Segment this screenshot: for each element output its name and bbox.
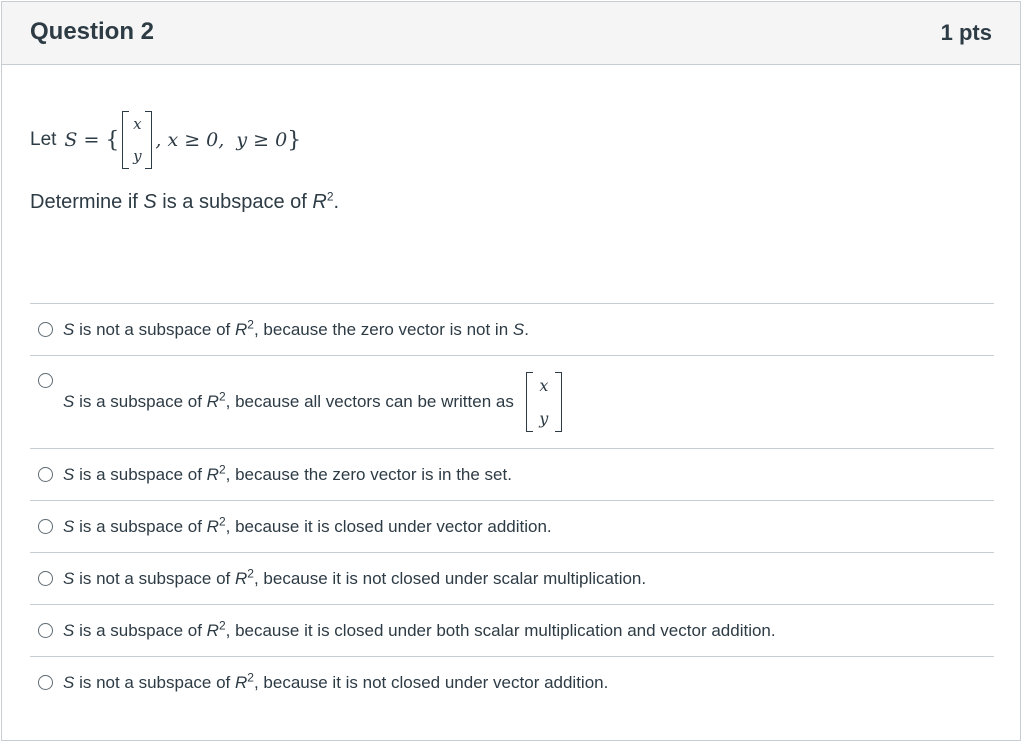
answer-pre: is not a subspace of	[74, 568, 235, 588]
prompt-pre: Determine if	[30, 191, 144, 213]
answer-var: S	[63, 392, 75, 411]
answer-space: R	[235, 319, 248, 339]
answer-post: , because the zero vector is in the set.	[225, 464, 512, 484]
prompt-mid: is a subspace of	[156, 191, 313, 213]
answer-label	[63, 513, 552, 537]
radio-button[interactable]	[38, 322, 53, 337]
column-vector	[122, 111, 152, 169]
answer-space: R	[206, 620, 219, 640]
let-label: Let	[30, 129, 57, 150]
answer-exponent: 2	[218, 513, 226, 528]
radio-button[interactable]	[38, 675, 53, 690]
answer-option-2[interactable]	[30, 355, 994, 448]
answer-post: , because the zero vector is not in	[253, 319, 513, 339]
answer-space: R	[235, 672, 248, 692]
answer-column-vector	[526, 372, 562, 432]
question-prompt	[30, 191, 339, 214]
radio-button[interactable]	[38, 519, 53, 534]
equals-sign: =	[83, 129, 100, 151]
answer-space: R	[206, 464, 219, 484]
answer-var: S	[63, 568, 75, 588]
question-card	[1, 1, 1021, 741]
prompt-space: R	[312, 191, 327, 213]
answer-end-var: S	[512, 319, 525, 339]
answer-pre: is not a subspace of	[74, 319, 235, 339]
radio-button[interactable]	[38, 373, 53, 388]
prompt-exponent: 2	[326, 189, 334, 204]
answer-label	[63, 565, 647, 589]
radio-button[interactable]	[38, 571, 53, 586]
answer-pre: is not a subspace of	[74, 672, 235, 692]
answer-exponent: 2	[218, 617, 226, 632]
answer-list	[30, 303, 994, 708]
answer-pre: is a subspace of	[74, 620, 207, 640]
question-title: Question 2	[30, 18, 155, 45]
answer-pre: is a subspace of	[74, 392, 207, 411]
answer-post: , because it is closed under both scalar multiplication and vector addition.	[225, 620, 776, 640]
question-header	[2, 2, 1020, 65]
answer-post: , because all vectors can be written as	[225, 392, 514, 411]
question-points: 1 pts	[940, 20, 992, 45]
vector-bottom-entry: y	[539, 409, 549, 428]
answer-pre: is a subspace of	[74, 464, 207, 484]
answer-var: S	[63, 620, 75, 640]
answer-var: S	[63, 516, 75, 536]
answer-label	[63, 669, 609, 693]
answer-post: , because it is closed under vector addition.	[225, 516, 552, 536]
answer-space: R	[235, 568, 248, 588]
answer-space: R	[206, 392, 219, 411]
answer-var: S	[63, 319, 75, 339]
answer-label	[63, 617, 776, 641]
answer-option-4[interactable]	[30, 500, 994, 552]
open-brace: {	[105, 127, 120, 153]
answer-label	[63, 316, 529, 340]
set-definition	[30, 107, 301, 173]
answer-option-6[interactable]	[30, 604, 994, 656]
set-conditions: , x ≥ 0, y ≥ 0	[155, 129, 288, 151]
answer-label	[63, 372, 565, 432]
answer-pre: is a subspace of	[74, 516, 207, 536]
answer-var: S	[63, 464, 75, 484]
answer-option-3[interactable]	[30, 448, 994, 500]
answer-exponent: 2	[218, 389, 226, 404]
radio-button[interactable]	[38, 467, 53, 482]
answer-option-5[interactable]	[30, 552, 994, 604]
answer-space: R	[206, 516, 219, 536]
answer-end: .	[524, 319, 529, 339]
radio-button[interactable]	[38, 623, 53, 638]
vector-top-entry: x	[539, 376, 549, 395]
prompt-end: .	[333, 191, 340, 213]
answer-exponent: 2	[247, 316, 254, 331]
answer-exponent: 2	[247, 669, 254, 684]
answer-option-7[interactable]	[30, 656, 994, 708]
answer-label	[63, 461, 512, 485]
answer-option-1[interactable]	[30, 303, 994, 355]
close-brace: }	[287, 127, 302, 153]
vector-bottom-entry: y	[133, 147, 142, 165]
answer-exponent: 2	[218, 461, 226, 476]
answer-post: , because it is not closed under scalar multiplication.	[253, 568, 647, 588]
prompt-var: S	[143, 191, 157, 213]
answer-exponent: 2	[247, 565, 254, 580]
set-name: S	[64, 129, 78, 151]
answer-post: , because it is not closed under vector addition.	[253, 672, 609, 692]
answer-var: S	[63, 672, 75, 692]
vector-top-entry: x	[133, 115, 142, 133]
